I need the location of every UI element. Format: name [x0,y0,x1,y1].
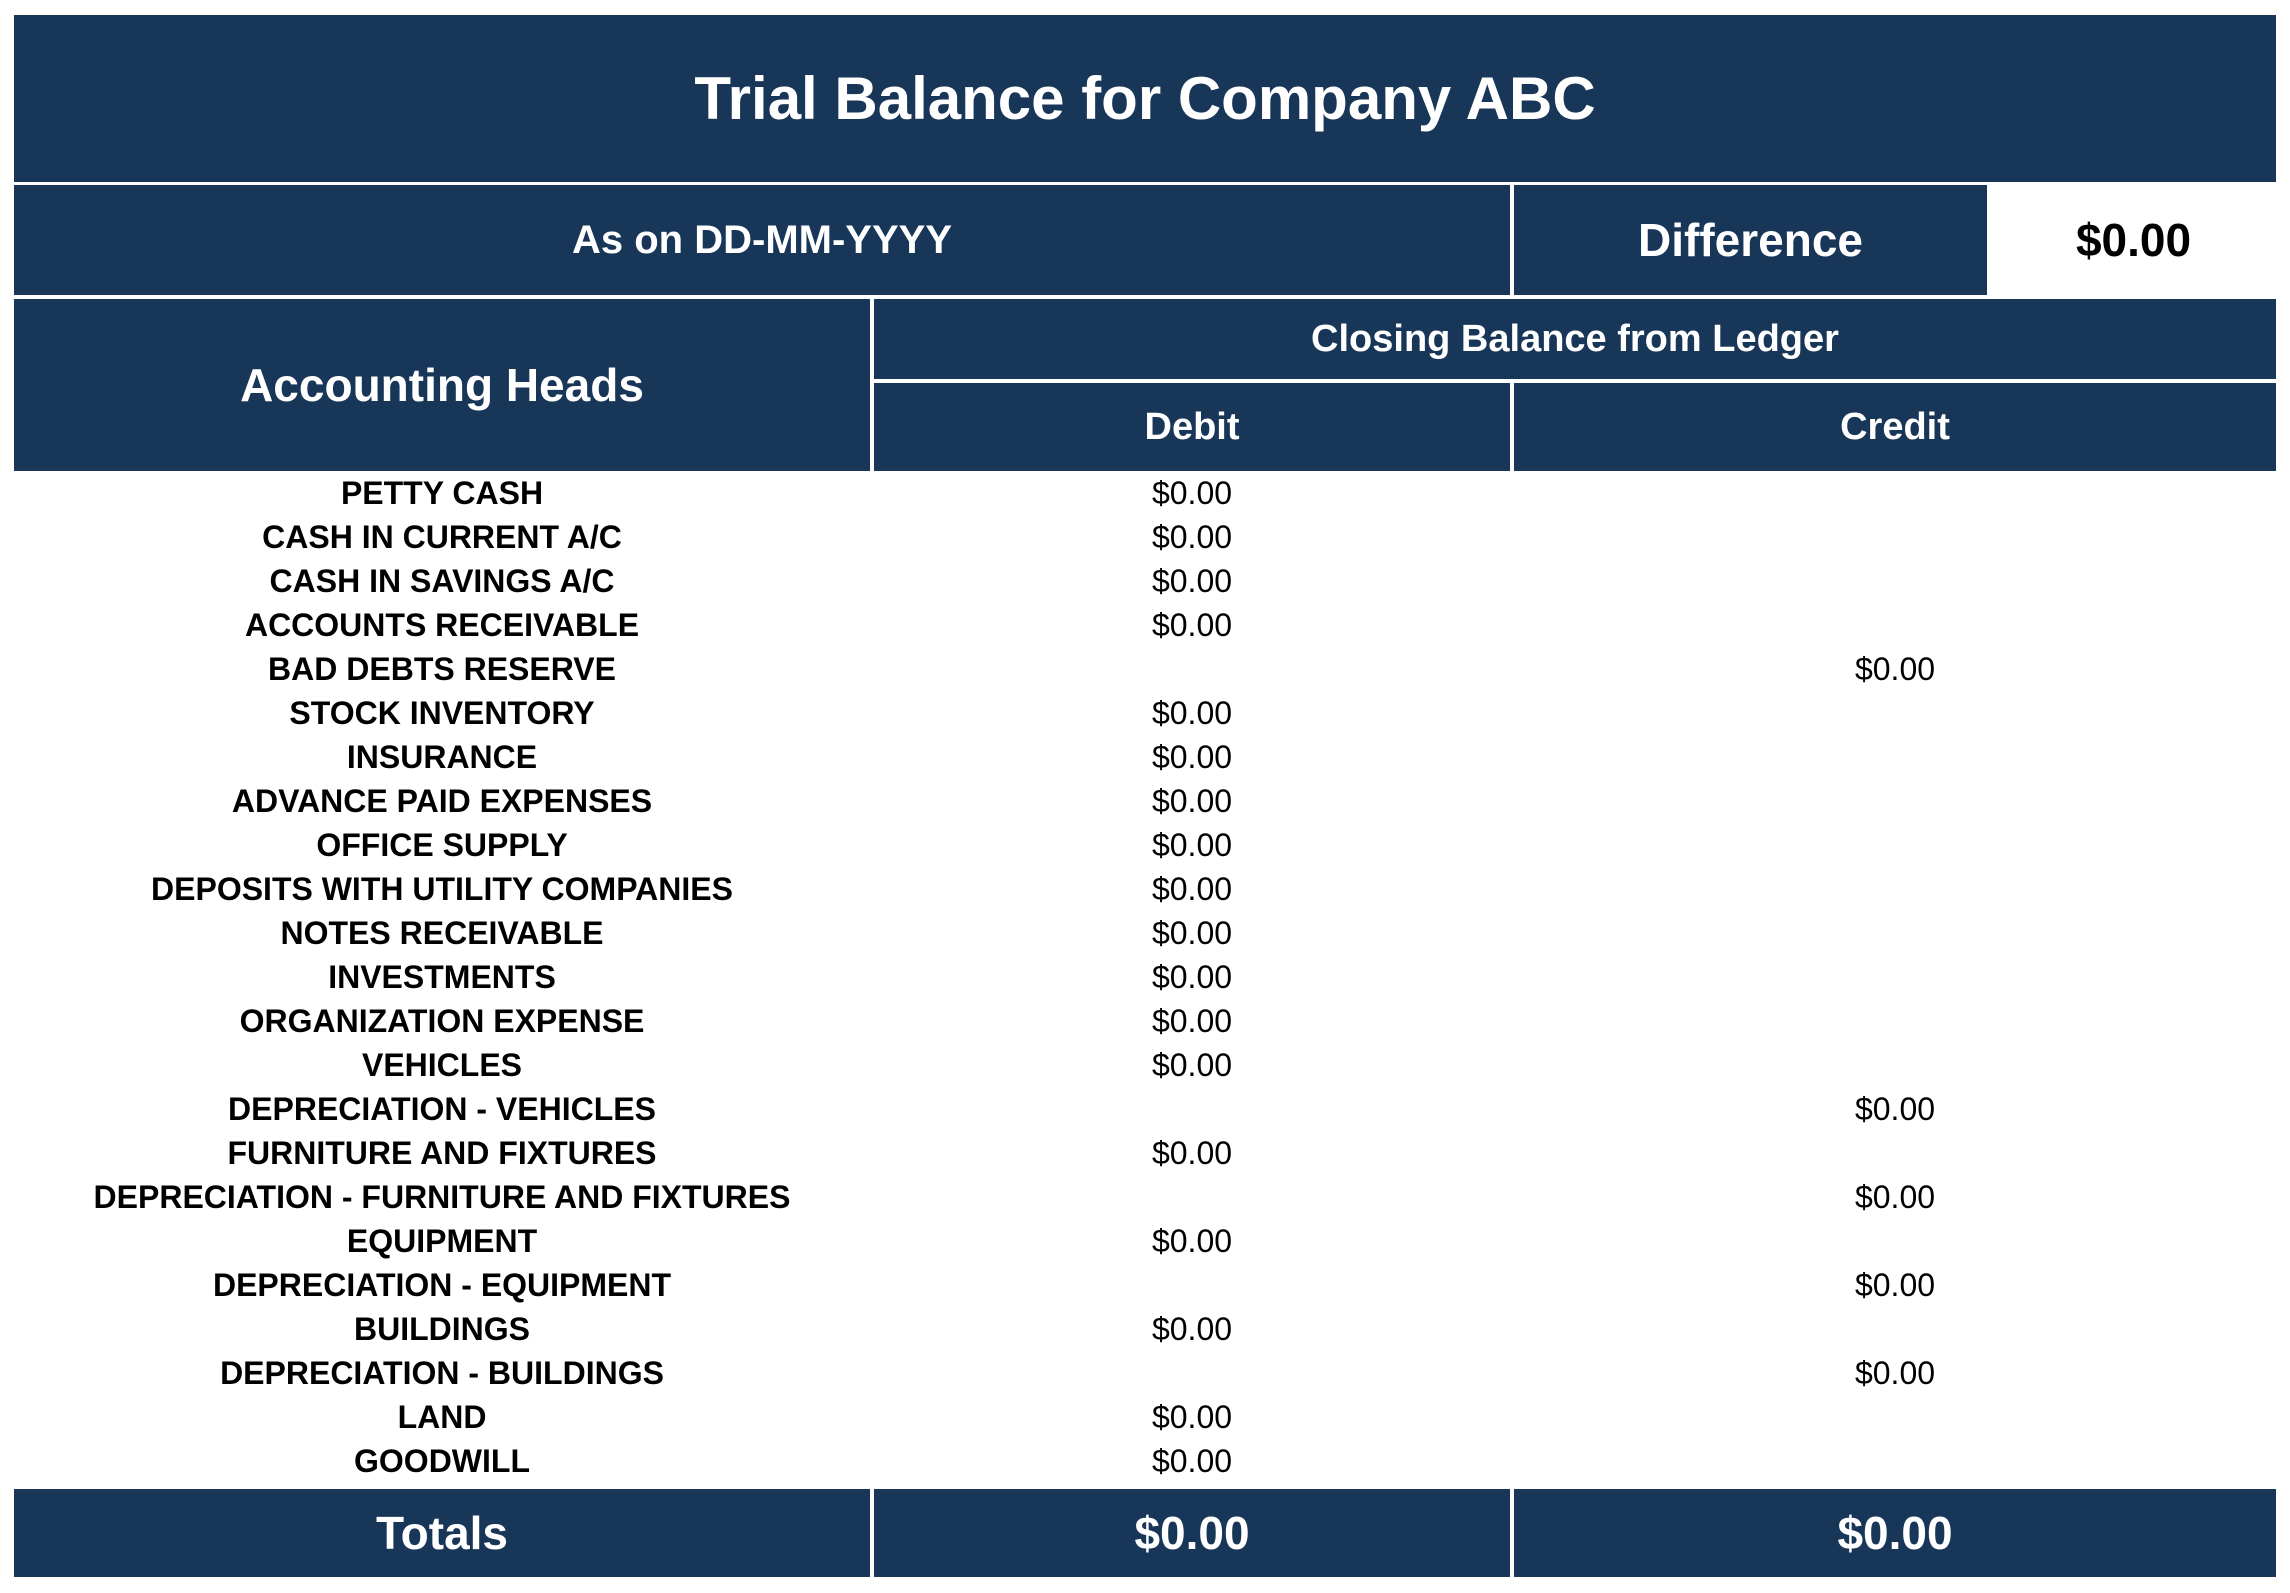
credit-cell[interactable]: $0.00 [1854,1267,1936,1303]
debit-cell[interactable]: $0.00 [1151,475,1233,511]
table-row [14,647,2276,691]
as-on-date: As on DD-MM-YYYY [14,185,1510,295]
closing-balance-header: Closing Balance from Ledger [874,299,2276,379]
accounting-head-cell[interactable]: CASH IN CURRENT A/C [262,519,622,555]
debit-cell[interactable]: $0.00 [1151,1003,1233,1039]
accounting-head-cell[interactable]: ORGANIZATION EXPENSE [239,1003,645,1039]
debit-column-header: Debit [874,383,1510,471]
table-row [14,515,2276,559]
table-row [14,1351,2276,1395]
accounting-head-cell[interactable]: FURNITURE AND FIXTURES [227,1135,657,1171]
debit-cell[interactable]: $0.00 [1151,563,1233,599]
debit-cell[interactable]: $0.00 [1151,1223,1233,1259]
accounting-head-cell[interactable]: VEHICLES [361,1047,523,1083]
credit-column-header: Credit [1514,383,2276,471]
debit-cell[interactable]: $0.00 [1151,871,1233,907]
credit-cell[interactable]: $0.00 [1854,1355,1936,1391]
accounting-head-cell[interactable]: DEPRECIATION - VEHICLES [228,1091,656,1127]
debit-cell[interactable]: $0.00 [1151,783,1233,819]
debit-cell[interactable]: $0.00 [1151,1047,1233,1083]
debit-cell[interactable]: $0.00 [1151,1399,1233,1435]
accounting-head-cell[interactable]: LAND [397,1399,487,1435]
debit-cell[interactable]: $0.00 [1151,1135,1233,1171]
accounting-head-cell[interactable]: ACCOUNTS RECEIVABLE [244,607,640,643]
debit-cell[interactable]: $0.00 [1151,607,1233,643]
table-row [14,823,2276,867]
accounting-head-cell[interactable]: OFFICE SUPPLY [316,827,568,863]
accounting-head-cell[interactable]: DEPRECIATION - FURNITURE AND FIXTURES [93,1179,791,1215]
table-row [14,955,2276,999]
credit-cell[interactable]: $0.00 [1854,651,1936,687]
table-row [14,1175,2276,1219]
debit-cell[interactable]: $0.00 [1151,739,1233,775]
accounting-head-cell[interactable]: EQUIPMENT [346,1223,538,1259]
accounting-head-cell[interactable]: PETTY CASH [340,475,544,511]
debit-cell[interactable]: $0.00 [1151,915,1233,951]
credit-cell[interactable]: $0.00 [1854,1179,1936,1215]
table-row [14,1219,2276,1263]
table-row [14,691,2276,735]
difference-label: Difference [1514,185,1987,295]
accounting-head-cell[interactable]: INVESTMENTS [328,959,556,995]
debit-cell[interactable]: $0.00 [1151,827,1233,863]
accounting-head-cell[interactable]: GOODWILL [354,1443,530,1479]
totals-debit[interactable]: $0.00 [874,1489,1510,1577]
table-row [14,1043,2276,1087]
table-row [14,867,2276,911]
table-row [14,911,2276,955]
totals-label: Totals [14,1489,870,1577]
accounting-head-cell[interactable]: NOTES RECEIVABLE [280,915,604,951]
accounting-head-cell[interactable]: BUILDINGS [354,1311,530,1347]
accounting-head-cell[interactable]: BAD DEBTS RESERVE [268,651,616,687]
ledger-rows [14,471,2276,1483]
debit-cell[interactable]: $0.00 [1151,695,1233,731]
table-row [14,1439,2276,1483]
accounting-head-cell[interactable]: STOCK INVENTORY [289,695,595,731]
debit-cell[interactable]: $0.00 [1151,959,1233,995]
credit-cell[interactable]: $0.00 [1854,1091,1936,1127]
table-row [14,1307,2276,1351]
totals-credit[interactable]: $0.00 [1514,1489,2276,1577]
table-row [14,603,2276,647]
accounting-head-cell[interactable]: INSURANCE [346,739,538,775]
table-row [14,1087,2276,1131]
table-row [14,559,2276,603]
accounting-head-cell[interactable]: DEPOSITS WITH UTILITY COMPANIES [151,871,733,907]
table-row [14,1263,2276,1307]
difference-value[interactable]: $0.00 [1991,185,2276,295]
accounting-head-cell[interactable]: DEPRECIATION - EQUIPMENT [212,1267,672,1303]
accounting-head-cell[interactable]: ADVANCE PAID EXPENSES [231,783,653,819]
debit-cell[interactable]: $0.00 [1151,1311,1233,1347]
table-row [14,471,2276,515]
page-title: Trial Balance for Company ABC [14,15,2276,182]
accounting-head-cell[interactable]: DEPRECIATION - BUILDINGS [220,1355,664,1391]
accounting-head-cell[interactable]: CASH IN SAVINGS A/C [269,563,615,599]
debit-cell[interactable]: $0.00 [1151,1443,1233,1479]
table-row [14,779,2276,823]
accounting-heads-header: Accounting Heads [14,299,870,471]
debit-cell[interactable]: $0.00 [1151,519,1233,555]
table-row [14,735,2276,779]
table-row [14,1395,2276,1439]
table-row [14,999,2276,1043]
table-row [14,1131,2276,1175]
